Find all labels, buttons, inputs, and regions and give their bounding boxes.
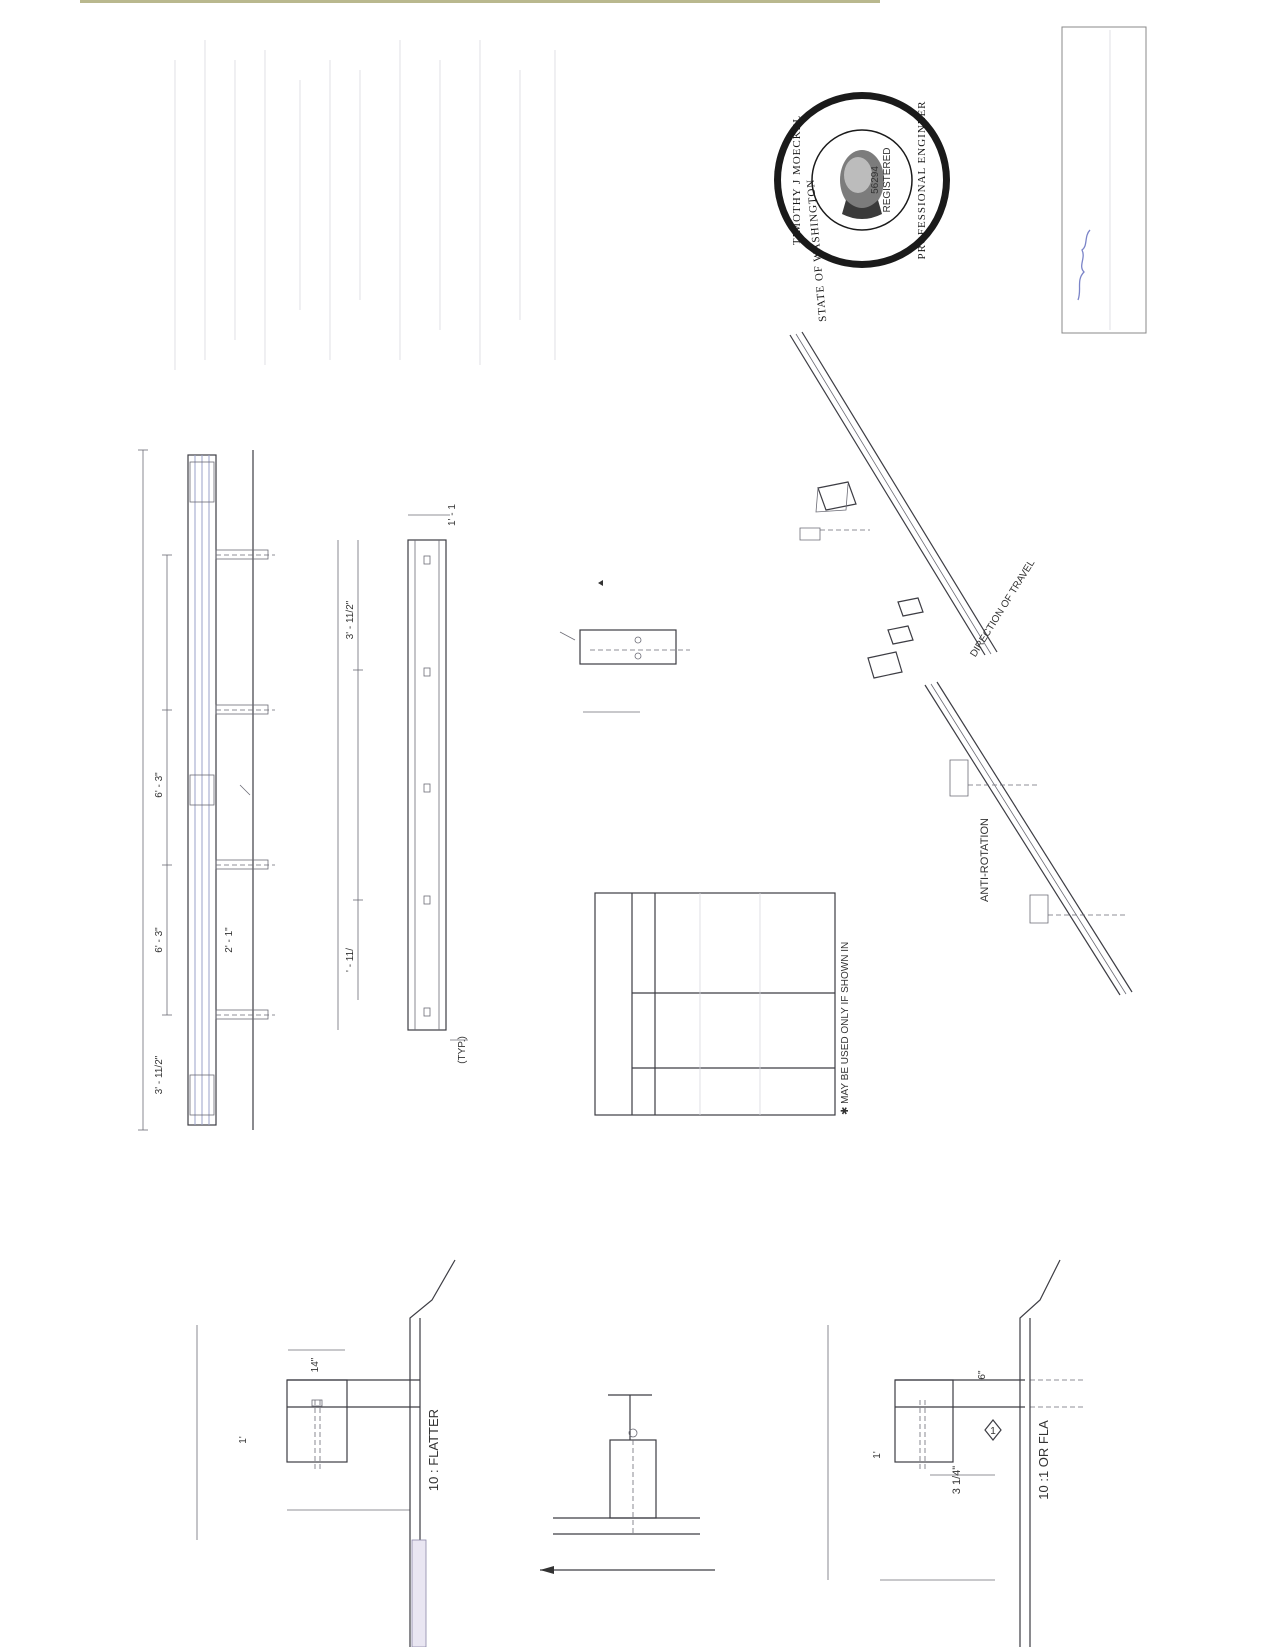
section-c-note-number: 1 — [990, 1426, 996, 1437]
section-a-dim-height: 14" — [310, 1357, 321, 1373]
section-c-dim-height: 6" — [977, 1370, 988, 1380]
seal-license-number: 56294 — [870, 166, 881, 194]
section-a-dim-offset: 1' — [238, 1436, 249, 1444]
signature-mark — [1078, 230, 1090, 300]
seal-text-name: TIMOTHY J MOECKEL — [791, 114, 803, 246]
section-c-dim-depth: 3 1/4" — [951, 1465, 963, 1495]
faint-notes-block — [175, 40, 555, 370]
anti-rotation-label: ANTI-ROTATION — [979, 818, 991, 902]
rail-dim-length: 3' - 11/2" — [345, 600, 356, 640]
seal-registered: REGISTERED — [882, 147, 893, 213]
dim-post-spacing-b: 6' - 3" — [154, 927, 165, 953]
section-a — [197, 1260, 455, 1647]
rail-typ-note: (TYP.) — [457, 1036, 468, 1064]
rail-dim-short: ' - 11/ — [345, 948, 356, 972]
dim-small: 2' - 1" — [224, 927, 235, 953]
seal-text-bottom: PROFESSIONAL ENGINEER — [916, 100, 928, 260]
section-b — [540, 1395, 715, 1574]
isometric-view — [790, 332, 1132, 995]
section-c-dim-small: 1' — [872, 1451, 883, 1459]
rail-dim-right: 1' - 1 — [447, 504, 458, 526]
section-c-slope-label: 10 :1 OR FLA — [1036, 1420, 1051, 1500]
dim-post-spacing-a: 6' - 3" — [154, 772, 165, 798]
direction-of-travel-label: DIRECTION OF TRAVEL — [968, 558, 1038, 660]
section-a-slope-label: 10 : FLATTER — [426, 1408, 441, 1492]
table-footnote: ✱ MAY BE USED ONLY IF SHOWN IN — [840, 941, 851, 1115]
data-table — [595, 893, 835, 1115]
rail-element-plan — [338, 515, 468, 1040]
dim-end: 3' - 11/2" — [154, 1055, 165, 1095]
signature-box — [1062, 27, 1146, 333]
post-detail — [560, 580, 690, 712]
seal-text-top: STATE OF WASHINGTON — [804, 178, 830, 323]
